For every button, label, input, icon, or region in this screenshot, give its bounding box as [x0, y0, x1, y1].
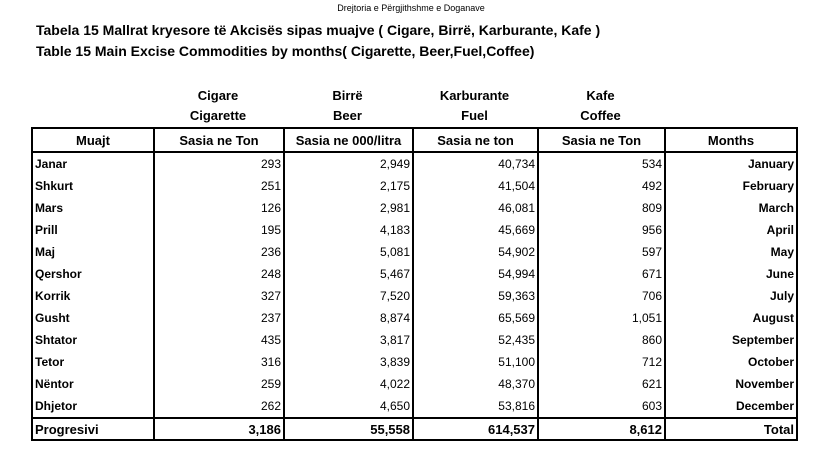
- table-row: [32, 307, 797, 329]
- header-months: Months: [665, 128, 797, 152]
- coffee-value: 956: [538, 219, 665, 241]
- fuel-value: 41,504: [413, 175, 538, 197]
- commodity-name-albanian: Cigare: [197, 88, 239, 103]
- cigarette-value: 251: [154, 175, 284, 197]
- cigarette-value: 237: [154, 307, 284, 329]
- cigarette-value: 126: [154, 197, 284, 219]
- fuel-value: 54,902: [413, 241, 538, 263]
- cigarette-value: 259: [154, 373, 284, 395]
- fuel-value: 46,081: [413, 197, 538, 219]
- table-row: [32, 175, 797, 197]
- fuel-value: 53,816: [413, 395, 538, 418]
- month-english: September: [665, 329, 797, 351]
- commodity-name-albanian: Karburante: [439, 88, 510, 103]
- month-albanian: Korrik: [32, 285, 154, 307]
- commodity-name-english: Cigarette: [189, 108, 247, 123]
- coffee-value: 712: [538, 351, 665, 373]
- coffee-value: 621: [538, 373, 665, 395]
- beer-value: 5,467: [284, 263, 413, 285]
- commodity-name-albanian: Kafe: [586, 88, 615, 103]
- month-english: April: [665, 219, 797, 241]
- header-coffee-quantity: Sasia ne Ton: [538, 128, 665, 152]
- beer-value: 3,839: [284, 351, 413, 373]
- beer-value: 2,981: [284, 197, 413, 219]
- table-row: [32, 263, 797, 285]
- total-label-albanian: Progresivi: [32, 418, 154, 440]
- fuel-value: 48,370: [413, 373, 538, 395]
- table-row: [32, 285, 797, 307]
- beer-value: 2,175: [284, 175, 413, 197]
- coffee-value: 603: [538, 395, 665, 418]
- month-english: May: [665, 241, 797, 263]
- coffee-value: 534: [538, 152, 665, 175]
- total-cigarette: 3,186: [154, 418, 284, 440]
- month-albanian: Mars: [32, 197, 154, 219]
- table-row: [32, 351, 797, 373]
- month-english: July: [665, 285, 797, 307]
- commodity-name-english: Beer: [333, 108, 362, 123]
- cigarette-value: 248: [154, 263, 284, 285]
- commodity-name-english: Coffee: [580, 108, 621, 123]
- table-row: [32, 395, 797, 418]
- table-row: [32, 373, 797, 395]
- header-fuel-quantity: Sasia ne ton: [413, 128, 538, 152]
- coffee-value: 597: [538, 241, 665, 263]
- coffee-value: 1,051: [538, 307, 665, 329]
- beer-value: 4,650: [284, 395, 413, 418]
- cigarette-value: 195: [154, 219, 284, 241]
- beer-value: 2,949: [284, 152, 413, 175]
- fuel-value: 40,734: [413, 152, 538, 175]
- cigarette-value: 327: [154, 285, 284, 307]
- header-muajt: Muajt: [32, 128, 154, 152]
- beer-value: 4,022: [284, 373, 413, 395]
- month-albanian: Shkurt: [32, 175, 154, 197]
- cigarette-value: 293: [154, 152, 284, 175]
- header-cigarette-quantity: Sasia ne Ton: [154, 128, 284, 152]
- month-albanian: Tetor: [32, 351, 154, 373]
- table-row: [32, 197, 797, 219]
- beer-value: 4,183: [284, 219, 413, 241]
- fuel-value: 52,435: [413, 329, 538, 351]
- total-beer: 55,558: [284, 418, 413, 440]
- fuel-value: 65,569: [413, 307, 538, 329]
- header-row: [32, 128, 797, 152]
- header-beer-quantity: Sasia ne 000/litra: [284, 128, 413, 152]
- table-row: [32, 241, 797, 263]
- total-label-english: Total: [665, 418, 797, 440]
- cigarette-value: 435: [154, 329, 284, 351]
- month-albanian: Janar: [32, 152, 154, 175]
- month-albanian: Shtator: [32, 329, 154, 351]
- month-english: February: [665, 175, 797, 197]
- commodity-heading-fuel: [412, 86, 537, 126]
- commodity-name-english: Fuel: [461, 108, 488, 123]
- total-row: [32, 418, 797, 440]
- table-title-english: Table 15 Main Excise Commodities by months( Cigarette, Beer,Fuel,Coffee): [36, 43, 535, 59]
- fuel-value: 51,100: [413, 351, 538, 373]
- month-english: November: [665, 373, 797, 395]
- table-row: [32, 152, 797, 175]
- month-albanian: Qershor: [32, 263, 154, 285]
- cigarette-value: 316: [154, 351, 284, 373]
- table-row: [32, 219, 797, 241]
- table-row: [32, 329, 797, 351]
- commodity-name-albanian: Birrë: [332, 88, 363, 103]
- month-albanian: Prill: [32, 219, 154, 241]
- commodity-heading-cigarette: [153, 86, 283, 126]
- month-english: August: [665, 307, 797, 329]
- excise-commodities-table: [31, 127, 798, 441]
- commodity-heading-coffee: [537, 86, 664, 126]
- beer-value: 8,874: [284, 307, 413, 329]
- beer-value: 3,817: [284, 329, 413, 351]
- beer-value: 7,520: [284, 285, 413, 307]
- coffee-value: 492: [538, 175, 665, 197]
- beer-value: 5,081: [284, 241, 413, 263]
- cigarette-value: 262: [154, 395, 284, 418]
- month-english: October: [665, 351, 797, 373]
- coffee-value: 706: [538, 285, 665, 307]
- month-english: March: [665, 197, 797, 219]
- coffee-value: 671: [538, 263, 665, 285]
- total-fuel: 614,537: [413, 418, 538, 440]
- month-albanian: Gusht: [32, 307, 154, 329]
- month-albanian: Dhjetor: [32, 395, 154, 418]
- month-albanian: Maj: [32, 241, 154, 263]
- coffee-value: 809: [538, 197, 665, 219]
- month-english: January: [665, 152, 797, 175]
- cigarette-value: 236: [154, 241, 284, 263]
- fuel-value: 54,994: [413, 263, 538, 285]
- fuel-value: 59,363: [413, 285, 538, 307]
- month-albanian: Nëntor: [32, 373, 154, 395]
- month-english: December: [665, 395, 797, 418]
- table-title-albanian: Tabela 15 Mallrat kryesore të Akcisës sipas muajve ( Cigare, Birrë, Karburante, Kafe ): [36, 22, 601, 38]
- commodity-heading-beer: [283, 86, 412, 126]
- organization-name: Drejtoria e Përgjithshme e Doganave: [337, 3, 485, 13]
- fuel-value: 45,669: [413, 219, 538, 241]
- coffee-value: 860: [538, 329, 665, 351]
- total-coffee: 8,612: [538, 418, 665, 440]
- month-english: June: [665, 263, 797, 285]
